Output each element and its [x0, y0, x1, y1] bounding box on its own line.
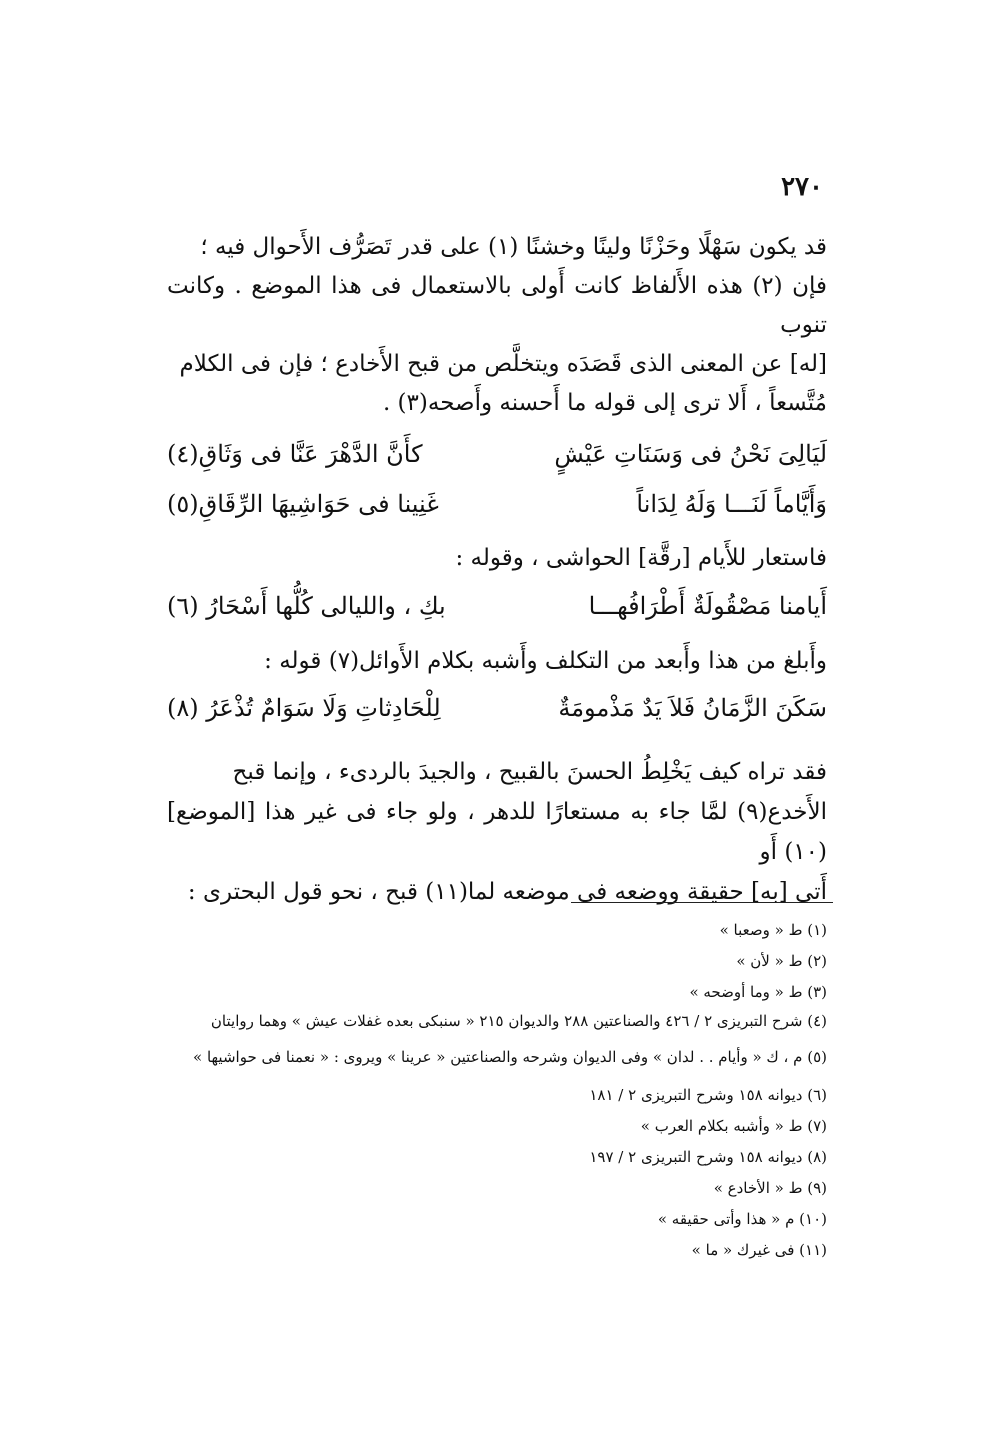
text-line: فإن (٢) هذه الأَلفاظ كانت أَولى بالاستعمال فى هذا الموضع . وكانت تنوب — [167, 273, 827, 338]
verse-2 — [167, 490, 827, 530]
footnote-separator — [571, 902, 833, 903]
text-line: أَتى [به] حقيقة ووضعه فى موضعه لما(١١) قبح ، نحو قول البحترى : — [187, 879, 827, 905]
paragraph-1 — [167, 228, 827, 423]
verse-hemistich-second: كأَنَّ الدَّهْرَ عَنَّا فى وَثَاقِ(٤) — [167, 440, 423, 468]
verse-hemistich-first: لَيَالِىَ نَحْنُ فى وَسَنَاتِ عَيْشٍ — [554, 440, 827, 468]
page-number: ٢٧٠ — [781, 172, 823, 202]
text-line: قد يكون سَهْلًا وحَزْنًا ولينًا وخشنًا (١) على قدر تَصَرُّف الأَحوال فيه ؛ — [200, 234, 827, 260]
footnote: (١) ط « وصعبا » — [719, 921, 827, 939]
footnote: (٨) ديوانه ١٥٨ وشرح التبريزى ٢ / ١٩٧ — [589, 1148, 827, 1166]
verse-hemistich-first: وَأَيَّاماً لَنَـــا وَلَهُ لِدَاناً — [636, 490, 827, 518]
verse-hemistich-second: غَنِينا فى حَوَاشِيهَا الرِّقَاقِ(٥) — [167, 490, 439, 518]
verse-hemistich-first: سَكَنَ الزَّمَانُ فَلاَ يَدٌ مَذْمومَةٌ — [558, 694, 827, 722]
verse-4 — [167, 694, 827, 734]
verse-hemistich-first: أَيامنا مَصْقُولَةٌ أَطْرَافُهـــا — [588, 592, 827, 620]
footnote: (٤) شرح التبريزى ٢ / ٤٢٦ والصناعتين ٢٨٨ والديوان ٢١٥ « سنبكى بعده غفلات عيش » وهما روايتان — [210, 1012, 827, 1030]
footnote: (٥) م ، ك « وأيام . . لدان » وفى الديوان وشرحه والصناعتين « عرينا » ويروى : « نعمنا فى حواشيها » — [193, 1048, 827, 1066]
text-line: مُتَّسعاً ، أَلا ترى إلى قوله ما أَحسنه وأَصحه(٣) . — [382, 390, 827, 416]
footnote: (٣) ط « وما أوضحه » — [689, 983, 827, 1001]
footnote: (١٠) م « هذا وأتى حقيقه » — [657, 1210, 827, 1228]
footnote: (٧) ط « وأشبه بكلام العرب » — [640, 1117, 827, 1135]
verse-3 — [167, 592, 827, 632]
text-line: الأَخدع(٩) لمَّا جاء به مستعارًا للدهر ، ولو جاء فى غير هذا [الموضع](١٠) أَو — [167, 799, 827, 865]
text-line: [له] عن المعنى الذى قَصَدَه ويتخلَّص من قبح الأَخادع ؛ فإن فى الكلام — [179, 351, 827, 377]
footnote: (٢) ط « لأن » — [736, 952, 827, 970]
footnote: (٦) ديوانه ١٥٨ وشرح التبريزى ٢ / ١٨١ — [589, 1086, 827, 1104]
text-line: فقد تراه كيف يَخْلِطُ الحسنَ بالقبيح ، والجيدَ بالردىء ، وإنما قبح — [232, 759, 827, 785]
prose-line: فاستعار للأَيام [رقَّة] الحواشى ، وقوله : — [455, 545, 827, 571]
prose-line: وأَبلغ من هذا وأَبعد من التكلف وأَشبه بكلام الأَوائل(٧) قوله : — [264, 648, 827, 674]
footnote: (١١) فى غيرك « ما » — [691, 1241, 827, 1259]
paragraph-2 — [167, 752, 827, 912]
footnote: (٩) ط « الأخادع » — [713, 1179, 827, 1197]
footnotes — [167, 915, 827, 1266]
verse-hemistich-second: بكِ ، والليالى كُلُّها أَسْحَارُ (٦) — [167, 592, 446, 620]
verse-hemistich-second: لِلْحَادِثاتِ وَلَا سَوَامٌ تُذْعَرُ (٨) — [167, 694, 441, 722]
verse-1 — [167, 440, 827, 480]
